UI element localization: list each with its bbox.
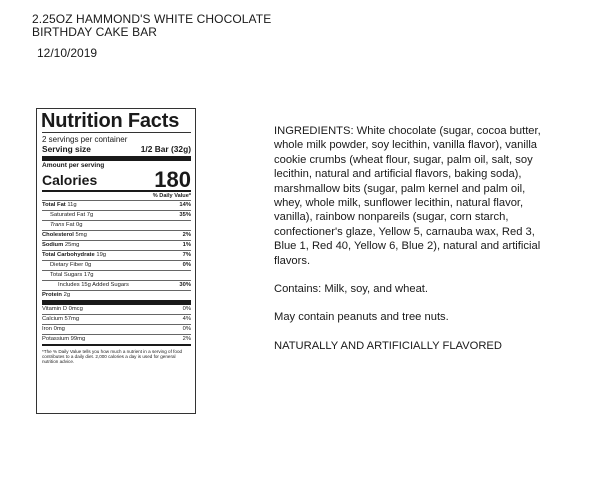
- vitamin-label: Calcium 57mg: [42, 316, 80, 323]
- nutrient-amount: 11g: [67, 202, 77, 209]
- vitamin-label: Vitamin D 0mcg: [42, 306, 83, 313]
- calories-value: 180: [154, 167, 191, 192]
- divider: [42, 132, 191, 133]
- vitamin-row: [42, 305, 191, 314]
- product-title: [32, 13, 271, 39]
- product-title-line2: BIRTHDAY CAKE BAR: [32, 25, 158, 39]
- nutrition-facts-title: Nutrition Facts: [41, 110, 180, 132]
- nutrient-amount: 17g: [83, 272, 94, 279]
- nutrient-dv: 7%: [182, 252, 191, 259]
- vitamin-row: [42, 324, 191, 334]
- vitamin-dv: 0%: [182, 306, 191, 313]
- nutrient-label: Total Carbohydrate: [42, 252, 95, 259]
- daily-value-footnote: *The % Daily Value tells you how much a nutrient in a serving of food contributes to a daily diet. 2,000 calories a day is used for general nutrition advice.: [42, 348, 183, 365]
- serving-size-value: 1/2 Bar (32g): [140, 144, 191, 154]
- nutrient-amount: 25mg: [64, 242, 80, 249]
- nutrition-facts-panel: [36, 108, 196, 414]
- ingredients-block: [274, 124, 544, 367]
- nutrient-label: Total Sugars: [50, 272, 83, 279]
- allergen-may-contain: May contain peanuts and tree nuts.: [274, 311, 449, 324]
- daily-value-header: % Daily Value*: [152, 193, 191, 199]
- document-date: 12/10/2019: [37, 46, 98, 60]
- nutrient-dv: 0%: [182, 262, 191, 269]
- nutrient-amount: Fat 0g: [66, 222, 83, 229]
- nutrient-dv: 30%: [179, 282, 191, 289]
- amount-per-serving: Amount per serving: [42, 162, 105, 169]
- nutrient-row: [42, 280, 191, 290]
- nutrient-label: Protein: [42, 292, 62, 299]
- flavor-statement: NATURALLY AND ARTIFICIALLY FLAVORED: [274, 339, 502, 352]
- nutrient-label: Trans: [50, 222, 65, 229]
- nutrient-label: Includes 15g Added Sugars: [58, 282, 129, 289]
- nutrient-row: [42, 200, 191, 210]
- nutrient-row: [42, 290, 191, 300]
- allergen-contains: Contains: Milk, soy, and wheat.: [274, 283, 429, 296]
- nutrient-label: Total Fat: [42, 202, 66, 209]
- nutrient-dv: 14%: [179, 202, 191, 209]
- vitamin-label: Potassium 99mg: [42, 335, 86, 342]
- nutrient-amount: 7g: [86, 212, 94, 219]
- vitamin-row: [42, 314, 191, 324]
- vitamin-dv: 2%: [182, 335, 191, 342]
- product-title-line1: 2.25OZ HAMMOND'S WHITE CHOCOLATE: [32, 12, 272, 26]
- nutrient-label: Cholesterol: [42, 232, 74, 239]
- ingredients-text: INGREDIENTS: White chocolate (sugar, cocoa butter, whole milk powder, soy lecithin, vanilla flavor), vanilla cookie crumbs (wheat flour, sugar, palm oil, salt, soy lecithin, natural and artificial flavors, baking soda), marshmallow bits (sugar, palm kernel and palm oil, whey, whole milk, sunflower lecithin, natural flavor, vanilla), rainbow nonpareils (sugar, corn starch, confectioner's glaze, Yellow 5, carnauba wax, Red 3, Blue 1, Red 40, Yellow 6, Blue 2), natural and artificial flavors.: [274, 125, 541, 267]
- nutrient-label: Sodium: [42, 242, 64, 249]
- nutrient-amount: 5mg: [75, 232, 87, 239]
- nutrient-row: [42, 250, 191, 260]
- nutrient-dv: 35%: [179, 212, 191, 219]
- nutrient-row: [42, 240, 191, 250]
- nutrient-dv: 2%: [182, 232, 191, 239]
- divider: [42, 344, 191, 346]
- vitamin-dv: 0%: [182, 326, 191, 332]
- nutrient-label: Dietary Fiber: [50, 262, 84, 269]
- calories-label: Calories: [42, 172, 98, 188]
- nutrient-row: [42, 230, 191, 240]
- nutrient-row: [42, 210, 191, 220]
- nutrient-row: [42, 270, 191, 280]
- nutrient-amount: 2g: [63, 292, 71, 299]
- calories-row: [42, 167, 191, 192]
- nutrient-row: [42, 220, 191, 230]
- nutrient-amount: 0g: [84, 262, 92, 269]
- divider: [42, 156, 191, 161]
- serving-size-row: [42, 144, 191, 156]
- vitamin-dv: 4%: [182, 316, 191, 323]
- nutrient-amount: 19g: [96, 252, 107, 259]
- servings-per-container: 2 servings per container: [42, 135, 128, 144]
- nutrient-label: Saturated Fat: [50, 212, 86, 219]
- nutrient-row: [42, 260, 191, 270]
- nutrient-dv: 1%: [182, 242, 191, 249]
- serving-size-label: Serving size: [42, 144, 91, 154]
- vitamin-row: [42, 334, 191, 344]
- vitamin-label: Iron 0mg: [42, 326, 65, 332]
